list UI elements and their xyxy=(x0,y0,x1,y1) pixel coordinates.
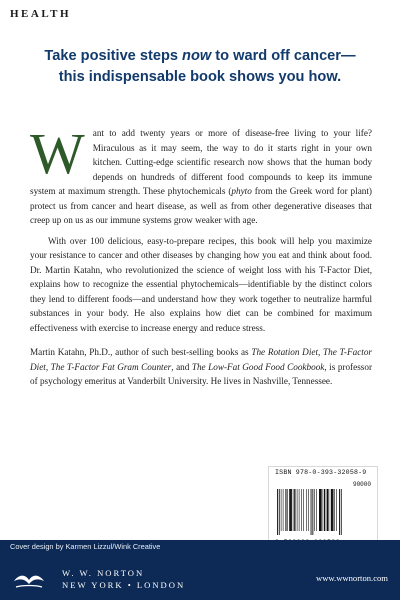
publisher-city: NEW YORK • LONDON xyxy=(62,580,186,590)
headline xyxy=(18,46,382,88)
separator-3: , and xyxy=(171,361,192,372)
barcode-bar xyxy=(320,489,321,531)
barcode-bar xyxy=(277,489,278,535)
barcode-bar xyxy=(336,489,337,531)
barcode-bar xyxy=(287,489,288,531)
barcode-bar xyxy=(316,489,317,531)
price-code: 90000 xyxy=(352,481,371,488)
barcode-bars xyxy=(275,479,373,537)
barcode-bar xyxy=(327,489,329,531)
barcode-bar xyxy=(293,489,294,531)
isbn-number: ISBN 978-0-393-32058-9 xyxy=(275,469,367,476)
barcode-bar xyxy=(323,489,324,531)
author-bio-end: , is professor of psychology emeritus at Vanderbilt University. He lives in Nashville, Tennessee. xyxy=(30,361,373,386)
barcode-bar xyxy=(281,489,282,531)
body-copy xyxy=(30,121,373,389)
separator-2: , xyxy=(45,361,51,372)
barcode-bar xyxy=(324,489,325,531)
publisher-website: www.wwnorton.com xyxy=(315,573,388,583)
barcode-bar xyxy=(308,489,309,531)
separator-1: , xyxy=(318,347,324,357)
barcode-bar xyxy=(319,489,321,531)
intro-text-2: from the Greek word for plant) protect us from cancer and heart disease, as well as from other degenerative diseases that creep up on us as our immune systems grow weaker with age. xyxy=(30,186,372,225)
barcode-bar xyxy=(294,489,295,531)
barcode-bar xyxy=(339,489,340,535)
barcode-bar xyxy=(329,489,330,531)
intro-text-italic: phyto xyxy=(231,186,252,196)
barcode-bar xyxy=(314,489,315,531)
headline-line1-start: Take positive steps xyxy=(44,48,183,64)
book-title-2: The T-Factor Diet xyxy=(30,347,372,372)
publisher-footer xyxy=(0,540,400,600)
intro-text-1: ant to add twenty years or more of disease-free living to your life? Miraculous as it may seem, the way to do it starts right in your own kitchen. Cutting-edge scientific research now shows that the human body depends on hundreds of different food compounds to keep its immune system at maximum strength. These phytochemicals ( xyxy=(30,128,372,196)
barcode-bar xyxy=(297,489,298,531)
headline-line2: this indispensable book shows you how. xyxy=(58,69,342,85)
headline-line1-end: to ward off cancer— xyxy=(211,48,356,64)
barcode-bar xyxy=(312,489,313,535)
barcode-bar xyxy=(285,489,286,531)
publisher-name: W. W. NORTON xyxy=(62,568,145,578)
barcode-bar xyxy=(332,489,333,531)
barcode-bar xyxy=(299,489,300,531)
book-title-4: The Low-Fat Good Food Cookbook xyxy=(191,361,325,372)
barcode-bar xyxy=(311,489,312,535)
drop-cap: W xyxy=(30,121,85,186)
cover-credit: Cover design by Karmen Lizzul/Wink Creative xyxy=(10,542,161,551)
barcode-bar xyxy=(341,489,342,535)
author-bio-start: Martin Katahn, Ph.D., author of such best-selling books as xyxy=(30,347,252,357)
barcode-bar xyxy=(289,489,291,531)
barcode-bar xyxy=(301,489,302,531)
barcode-bar xyxy=(303,489,304,531)
barcode-bar xyxy=(306,489,307,531)
barcode-bar xyxy=(334,489,335,531)
intro-paragraph xyxy=(30,121,372,228)
recipes-paragraph: With over 100 delicious, easy-to-prepare recipes, this book will help you maximize your resistance to cancer and other diseases by changing how you eat and think about food. Dr. Martin Katahn, who revolutionized the science of weight loss with his T-Factor Diet, explains how to recognize the essential phytochemicals—identifiable by the distinct colors they lend to different foods—and understand how they work together to neutralize harmful substances in your body. He also explains how diet can be combined for maximum effectiveness with exercise to increase energy and reduce stress. xyxy=(30,235,372,333)
category-label: HEALTH xyxy=(10,8,72,20)
author-bio xyxy=(30,345,372,389)
headline-emphasis: now xyxy=(182,48,212,64)
book-title-1: The Rotation Diet xyxy=(251,347,318,357)
norton-seagull-logo-icon xyxy=(12,567,46,591)
barcode-bar xyxy=(331,489,333,531)
barcode-bar xyxy=(291,489,292,531)
isbn-text xyxy=(275,469,373,476)
barcode-bar xyxy=(279,489,280,535)
barcode-bar xyxy=(283,489,284,531)
book-title-3: The T-Factor Fat Gram Counter xyxy=(50,361,172,372)
